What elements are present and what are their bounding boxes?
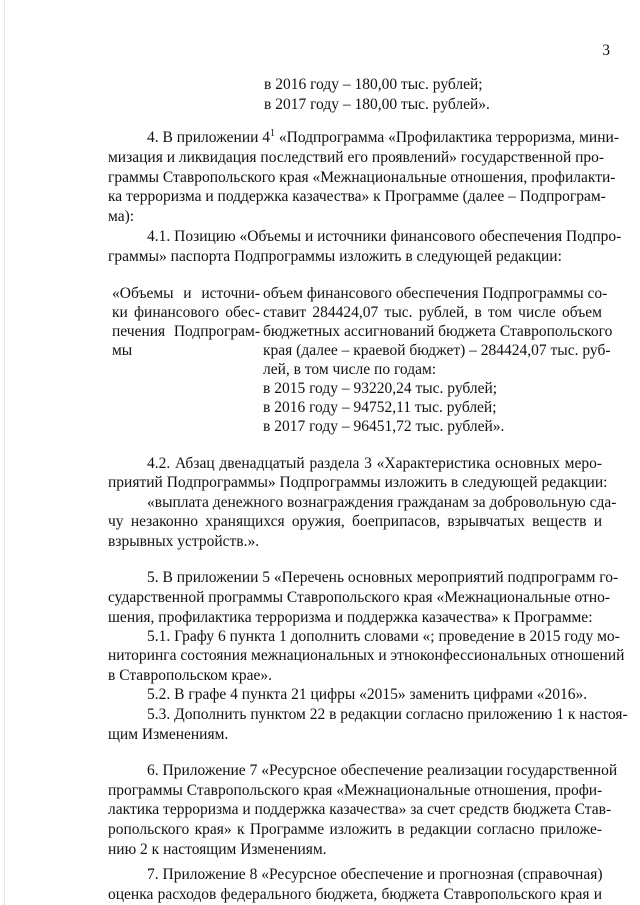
text-fragment: «Подпрограмма «Профилактика терроризма, мини- — [275, 129, 619, 146]
text-line: 7. Приложение 8 «Ресурсное обеспечение и прогнозная (справочная) — [147, 866, 603, 883]
table-right-line: бюджетных ассигнований бюджета Ставропольского — [263, 323, 613, 340]
text-line: взрывных устройств.». — [108, 533, 260, 550]
text-line: 5.1. Графу 6 пункта 1 дополнить словами «; проведение в 2015 году мо- — [147, 628, 620, 645]
table-right-line: лей, в том числе по годам: — [263, 361, 437, 378]
text-line: нию 2 к настоящим Изменениям. — [108, 841, 327, 858]
text-line: 4.2. Абзац двенадцатый раздела 3 «Характеристика основных меро- — [147, 455, 602, 472]
table-left-line: ки финансового обес- — [112, 304, 260, 321]
text-line: 5.3. Дополнить пунктом 22 в редакции согласно приложению 1 к настоя- — [147, 706, 628, 723]
page-number: 3 — [602, 42, 610, 59]
table-right-line: края (далее – краевой бюджет) – 284424,07 тыс. руб- — [263, 342, 611, 359]
text-line: ка терроризма и поддержка казачества» к Программе (далее – Подпрограм- — [108, 188, 606, 205]
text-line: в Ставропольском крае». — [108, 667, 273, 684]
text-line: 5. В приложении 5 «Перечень основных мероприятий подпрограмм го- — [147, 569, 619, 586]
text-line: граммы Ставропольского края «Межнациональные отношения, профилакти- — [108, 169, 616, 186]
superscript: 1 — [270, 128, 276, 139]
text-line: 4.1. Позицию «Объемы и источники финансового обеспечения Подпро- — [147, 228, 622, 245]
table-right-line: в 2015 году – 93220,24 тыс. рублей; — [263, 380, 498, 397]
text-line: ма): — [108, 208, 135, 225]
text-line: «выплата денежного вознаграждения гражданам за добровольную сда- — [147, 494, 617, 511]
text-line: лактика терроризма и поддержка казачества» за счет средств бюджета Став- — [108, 801, 612, 818]
text-line: ниторинга состояния межнациональных и этноконфессиональных отношений — [108, 647, 625, 664]
text-line: в 2016 году – 180,00 тыс. рублей; — [264, 76, 483, 93]
text-line: оценка расходов федерального бюджета, бюджета Ставропольского края и — [108, 886, 602, 903]
text-line: чу незаконно хранящихся оружия, боеприпасов, взрывчатых веществ и — [108, 513, 602, 530]
table-left-line: печения Подпрограм- — [112, 323, 260, 340]
text-line: 6. Приложение 7 «Ресурсное обеспечение реализации государственной — [147, 762, 618, 779]
text-line: щим Изменениям. — [108, 726, 229, 743]
scan-edge — [4, 0, 6, 905]
text-fragment: 4. В приложении 4 — [147, 129, 271, 146]
table-right-line: объем финансового обеспечения Подпрограммы со- — [263, 285, 608, 302]
text-line: программы Ставропольского края «Межнациональные отношения, профи- — [108, 782, 603, 799]
table-left-line: «Объемы и источни- — [112, 285, 260, 302]
text-line: ропольского края» к Программе изложить в редакции согласно приложе- — [108, 821, 602, 838]
table-right-line: ставит 284424,07 тыс. рублей, в том числе объем — [263, 304, 602, 321]
text-line: в 2017 году – 180,00 тыс. рублей». — [264, 96, 490, 113]
text-line: мизация и ликвидация последствий его проявлений» государственной про- — [108, 149, 605, 166]
table-left-line: мы — [112, 342, 133, 359]
text-line: приятий Подпрограммы» Подпрограммы изложить в следующей редакции: — [108, 474, 608, 491]
text-line: сударственной программы Ставропольского края «Межнациональные отно- — [108, 589, 611, 606]
table-right-line: в 2017 году – 96451,72 тыс. рублей». — [263, 418, 505, 435]
table-right-line: в 2016 году – 94752,11 тыс. рублей; — [263, 399, 497, 416]
text-line: шения, профилактика терроризма и поддержка казачества» к Программе: — [108, 609, 593, 626]
paragraph-4-first-line — [147, 128, 619, 147]
text-line: 5.2. В графе 4 пункта 21 цифры «2015» заменить цифрами «2016». — [147, 686, 588, 703]
text-line: граммы» паспорта Подпрограммы изложить в следующей редакции: — [108, 248, 562, 265]
